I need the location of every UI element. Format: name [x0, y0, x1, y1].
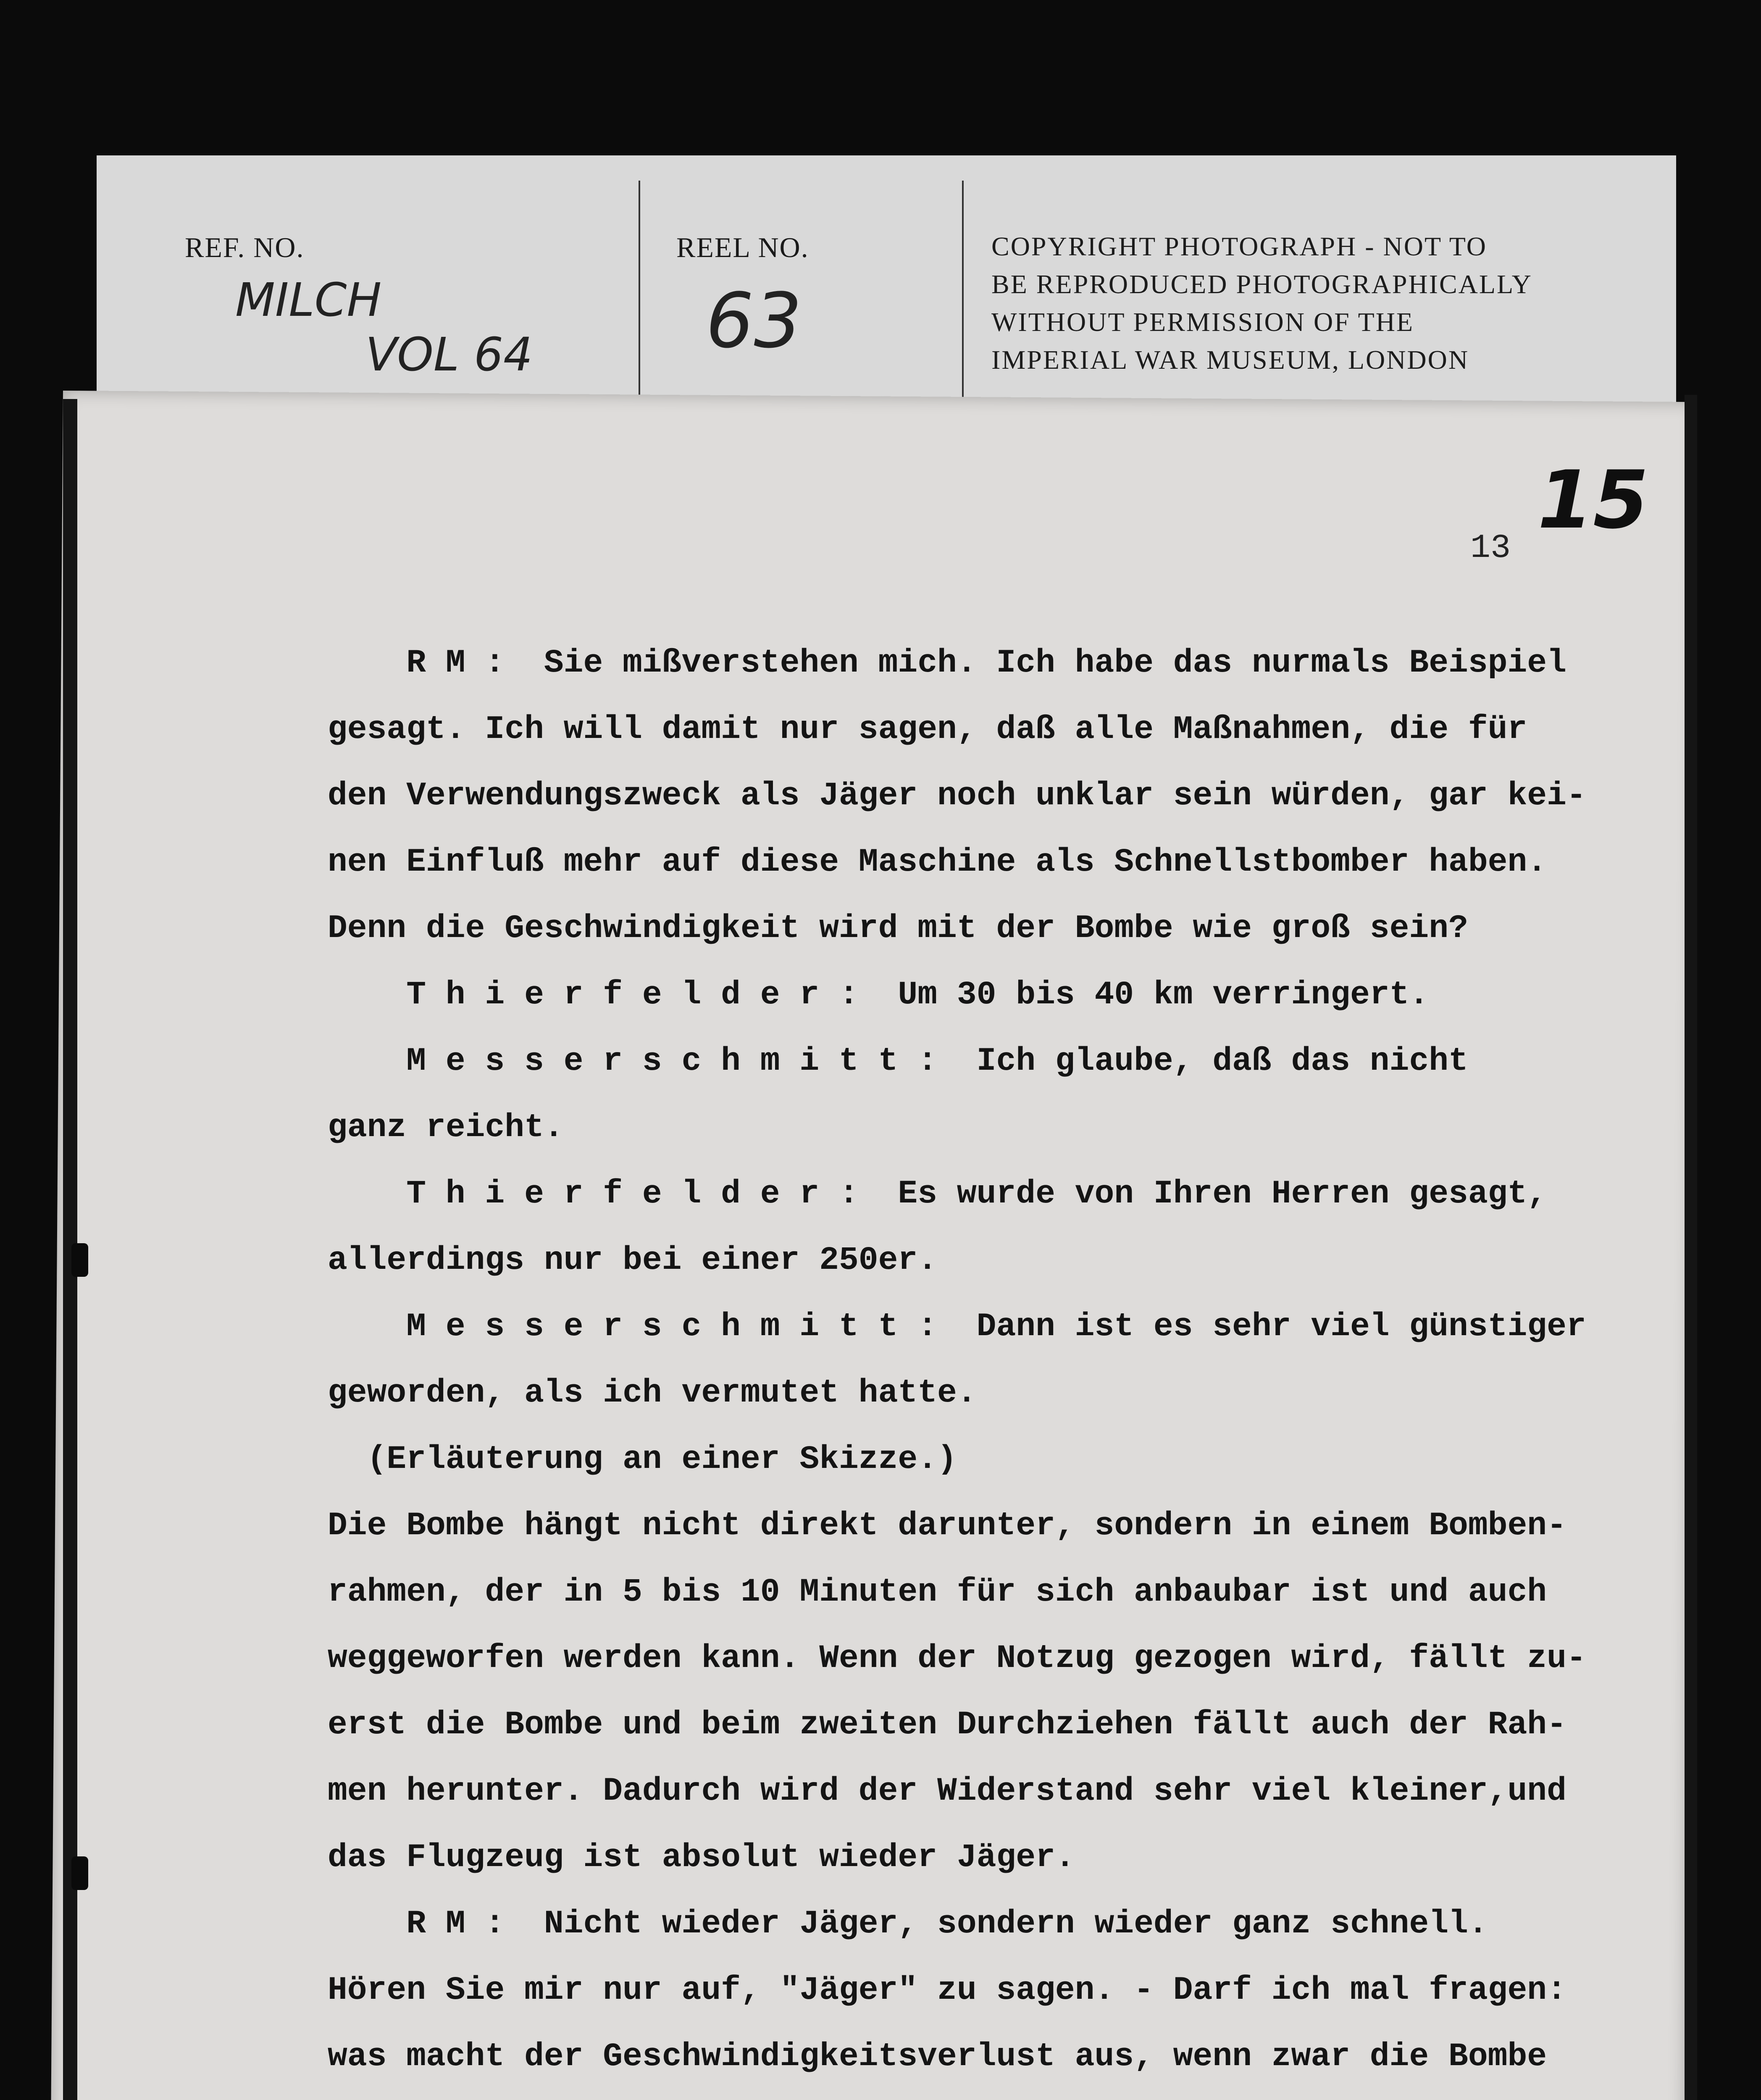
transcript-line: den Verwendungszweck als Jäger noch unklar sein würden, gar kei-: [328, 777, 1586, 814]
transcript-line: erst die Bombe und beim zweiten Durchziehen fällt auch der Rah-: [328, 1706, 1567, 1743]
header-divider-1: [639, 181, 640, 399]
transcript-line: was macht der Geschwindigkeitsverlust aus, wenn zwar die Bombe: [328, 2038, 1547, 2075]
binding-hole: [71, 1243, 88, 1277]
transcript-line: M e s s e r s c h m i t t : Dann ist es sehr viel günstiger: [328, 1308, 1586, 1345]
ref-handwritten-milch: MILCH: [235, 273, 382, 327]
copyright-line-2: BE REPRODUCED PHOTOGRAPHICALLY: [991, 269, 1532, 299]
transcript-line: das Flugzeug ist absolut wieder Jäger.: [328, 1839, 1075, 1876]
page-number: 13: [1470, 529, 1511, 567]
ref-no-label: REF. NO.: [185, 231, 305, 263]
transcript-line: allerdings nur bei einer 250er.: [328, 1242, 938, 1279]
binding-hole: [71, 1856, 88, 1890]
transcript-line: T h i e r f e l d e r : Es wurde von Ihren Herren gesagt,: [328, 1176, 1547, 1213]
transcript-line: M e s s e r s c h m i t t : Ich glaube, daß das nicht: [328, 1043, 1468, 1080]
transcript-line: (Erläuterung an einer Skizze.): [328, 1441, 957, 1478]
transcript-line: rahmen, der in 5 bis 10 Minuten für sich anbaubar ist und auch: [328, 1574, 1547, 1611]
reel-handwritten: 63: [706, 277, 802, 365]
copyright-line-1: COPYRIGHT PHOTOGRAPH - NOT TO: [991, 231, 1487, 261]
header-divider-2: [962, 181, 964, 399]
transcript-line: Hören Sie mir nur auf, "Jäger" zu sagen. - Darf ich mal fragen:: [328, 1972, 1567, 2009]
archive-header-card: [97, 155, 1676, 407]
ref-handwritten-vol: VOL 64: [365, 328, 533, 381]
transcript-line: geworden, als ich vermutet hatte.: [328, 1375, 977, 1412]
transcript-body: [328, 630, 1689, 2100]
copyright-line-4: IMPERIAL WAR MUSEUM, LONDON: [991, 345, 1469, 375]
transcript-line: ganz reicht.: [328, 1109, 564, 1146]
reel-no-label: REEL NO.: [676, 231, 809, 263]
transcript-line: R M : Sie mißverstehen mich. Ich habe das nurmals Beispiel: [328, 645, 1567, 682]
transcript-line: weggeworfen werden kann. Wenn der Notzug gezogen wird, fällt zu-: [328, 1640, 1586, 1677]
transcript-line: nen Einfluß mehr auf diese Maschine als Schnellstbomber haben.: [328, 844, 1547, 881]
transcript-line: gesagt. Ich will damit nur sagen, daß alle Maßnahmen, die für: [328, 711, 1527, 748]
folio-handwritten: 15: [1538, 454, 1649, 546]
transcript-line: Denn die Geschwindigkeit wird mit der Bombe wie groß sein?: [328, 910, 1468, 947]
transcript-line: Die Bombe hängt nicht direkt darunter, sondern in einem Bomben-: [328, 1507, 1567, 1544]
transcript-line: [328, 2090, 1689, 2100]
transcript-line: men herunter. Dadurch wird der Widerstand sehr viel kleiner,und: [328, 1773, 1567, 1810]
transcript-line: R M : Nicht wieder Jäger, sondern wieder ganz schnell.: [328, 1906, 1488, 1942]
copyright-line-3: WITHOUT PERMISSION OF THE: [991, 307, 1414, 337]
transcript-line: T h i e r f e l d e r : Um 30 bis 40 km verringert.: [328, 976, 1429, 1013]
